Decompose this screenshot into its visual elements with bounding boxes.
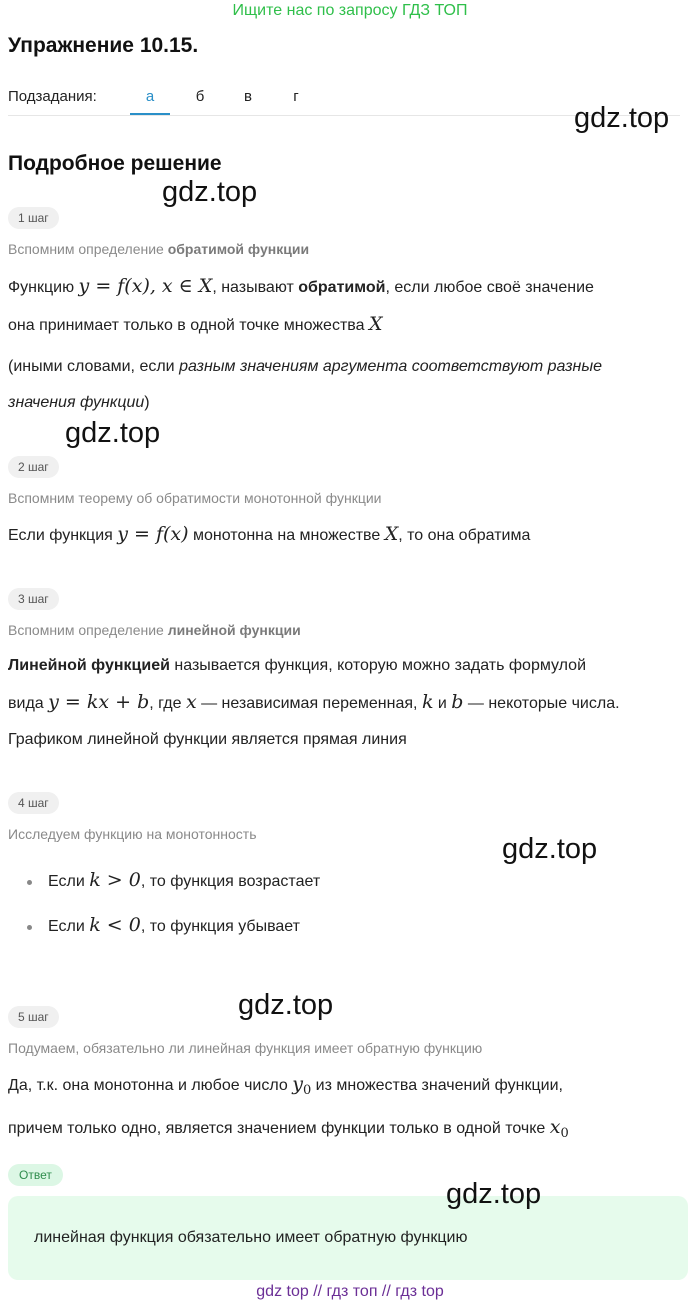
step-hint	[8, 241, 309, 257]
math-formula: y	[292, 1073, 303, 1095]
text-fragment: , то функция возрастает	[140, 873, 321, 890]
step-1-text	[8, 268, 688, 344]
term-bold: Линейной функцией	[8, 657, 170, 674]
math-subscript: 0	[302, 1083, 312, 1099]
step-hint	[8, 622, 301, 638]
watermark: gdz.top	[574, 102, 670, 134]
watermark: gdz.top	[446, 1178, 542, 1210]
step-hint-text: Вспомним определение	[8, 241, 168, 257]
text-fragment: , где	[149, 695, 186, 712]
text-italic: разным значениям аргумента соответствуют разные	[179, 358, 603, 375]
math-formula: k < 0	[89, 914, 141, 936]
math-formula: x	[549, 1116, 561, 1139]
step-5-text	[8, 1066, 688, 1152]
step-1-note	[8, 349, 688, 421]
step-badge: 4 шаг	[8, 792, 59, 814]
bullet-dot	[27, 925, 32, 930]
step-hint: Исследуем функцию на монотонность	[8, 826, 257, 842]
text-fragment: — независимая переменная,	[196, 695, 422, 712]
active-tab-indicator	[130, 113, 170, 115]
step-badge: 1 шаг	[8, 207, 59, 229]
tab-b[interactable]: б	[195, 88, 205, 105]
watermark: gdz.top	[238, 989, 334, 1021]
text-fragment: из множества значений функции,	[311, 1077, 563, 1094]
step-hint-text: Вспомним определение	[8, 622, 168, 638]
math-formula: y = f(x)	[117, 523, 189, 545]
text-fragment: Если	[48, 918, 90, 935]
text-fragment: , если любое своё значение	[385, 279, 594, 296]
math-formula: X	[368, 313, 383, 335]
text-fragment: (иными словами, если	[8, 358, 180, 375]
watermark: gdz.top	[65, 417, 161, 449]
step-2-text	[8, 516, 688, 554]
math-formula: y = f(x), x ∈ X	[78, 275, 213, 297]
step-badge: 5 шаг	[8, 1006, 59, 1028]
tab-g[interactable]: г	[293, 88, 299, 105]
step-hint-term: обратимой функции	[167, 241, 310, 257]
answer-text: линейная функция обязательно имеет обратную функцию	[34, 1229, 468, 1246]
text-fragment: вида	[8, 695, 49, 712]
math-formula: X	[384, 523, 399, 545]
text-fragment: причем только одно, является значением функции только в одной точке	[8, 1120, 550, 1138]
step-hint: Подумаем, обязательно ли линейная функция имеет обратную функцию	[8, 1040, 483, 1056]
term-bold: обратимой	[298, 279, 386, 296]
text-italic: значения функции	[8, 394, 145, 411]
text-fragment: Функцию	[8, 279, 79, 296]
step-hint-term: линейной функции	[167, 622, 301, 638]
watermark: gdz.top	[162, 176, 258, 208]
list-item	[48, 907, 648, 945]
math-formula: x	[185, 691, 197, 713]
text-fragment: Графиком линейной функции является прямая линия	[8, 731, 407, 748]
section-title: Подробное решение	[8, 152, 222, 175]
step-badge: 2 шаг	[8, 456, 59, 478]
text-fragment: — некоторые числа.	[463, 695, 620, 712]
watermark: gdz.top	[502, 833, 598, 865]
step-3-text	[8, 648, 688, 758]
footer-links[interactable]: gdz top // гдз топ // гдз top	[256, 1283, 444, 1300]
math-formula: y = kx + b	[48, 691, 150, 713]
list-item	[48, 862, 648, 900]
text-fragment: , то функция убывает	[140, 918, 300, 935]
text-fragment: монотонна на множестве	[188, 527, 385, 544]
text-fragment: Да, т.к. она монотонна и любое число	[8, 1077, 293, 1094]
answer-badge: Ответ	[8, 1164, 63, 1186]
text-fragment: , то она обратима	[398, 527, 531, 544]
text-fragment: называется функция, которую можно задать формулой	[169, 657, 587, 674]
text-fragment: она принимает только в одной точке множества	[8, 317, 369, 334]
bullet-dot	[27, 880, 32, 885]
step-badge: 3 шаг	[8, 588, 59, 610]
subtasks-label: Подзадания:	[8, 88, 97, 105]
top-banner: Ищите нас по запросу ГДЗ ТОП	[232, 2, 468, 19]
math-formula: k	[421, 691, 434, 713]
math-subscript: 0	[560, 1126, 569, 1142]
math-formula: k > 0	[89, 869, 141, 891]
tab-v[interactable]: в	[244, 88, 252, 105]
step-hint: Вспомним теорему об обратимости монотонной функции	[8, 490, 382, 506]
math-formula: b	[451, 691, 464, 713]
text-fragment: )	[144, 394, 150, 411]
text-fragment: Если	[48, 873, 90, 890]
text-fragment: и	[433, 695, 452, 712]
text-fragment: Если функция	[8, 527, 118, 544]
page-title: Упражнение 10.15.	[8, 34, 199, 57]
tab-a[interactable]: а	[145, 88, 155, 105]
text-fragment: , называют	[212, 279, 299, 296]
